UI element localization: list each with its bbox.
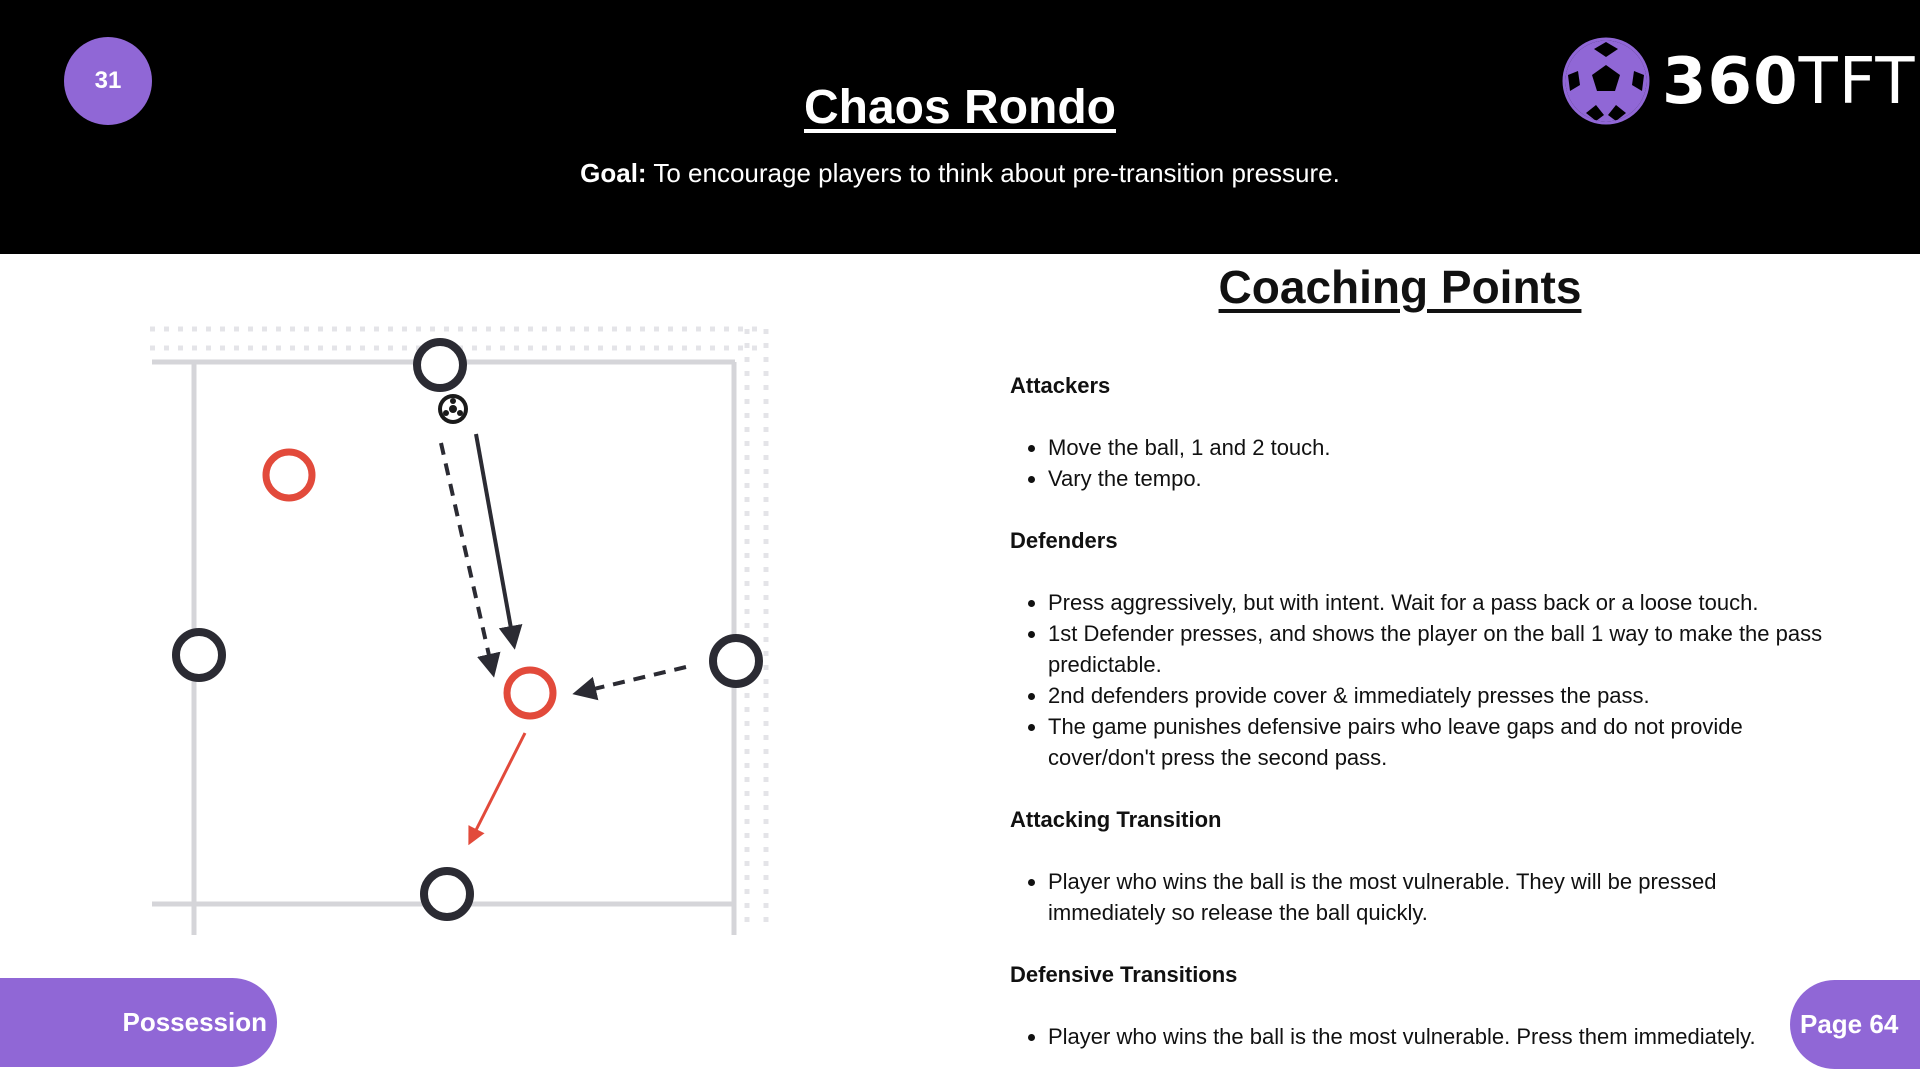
list-item: • The game punishes defensive pairs who leave gaps and do not provide cover/don't press the second pass. — [1048, 711, 1830, 773]
attacker-right — [713, 638, 759, 684]
page-number-label: Page 64 — [1800, 1009, 1899, 1039]
brand-logo — [1560, 35, 1916, 127]
category-label: Possession — [122, 1007, 267, 1037]
bullet-list-attacking-transition — [1010, 866, 1830, 928]
section-heading-attacking-transition: Attacking Transition — [1010, 807, 1222, 832]
brand-name — [1662, 45, 1915, 119]
attacker-bottom — [424, 871, 470, 917]
list-item: • Player who wins the ball is the most vulnerable. They will be pressed immediately so release the ball quickly. — [1048, 866, 1830, 928]
brand-name-bold: 360 — [1662, 45, 1799, 119]
section-heading-defenders: Defenders — [1010, 528, 1118, 553]
list-item: • Press aggressively, but with intent. Wait for a pass back or a loose touch. — [1048, 587, 1830, 618]
soccer-ball-icon — [1560, 35, 1652, 127]
bullet-list-defenders — [1010, 587, 1830, 773]
drill-title: Chaos Rondo — [804, 81, 1116, 134]
attacker-top — [417, 342, 463, 388]
page-number-tab — [1790, 980, 1920, 1069]
list-item: • Move the ball, 1 and 2 touch. — [1048, 432, 1830, 463]
drill-goal — [0, 158, 1920, 189]
bullet-list-defensive-transitions — [1010, 1021, 1830, 1052]
goal-label: Goal: — [580, 158, 647, 188]
red-pass-arrow — [470, 733, 525, 842]
attacker-left — [176, 632, 222, 678]
brand-name-light: TFT — [1798, 45, 1916, 119]
defender-center — [507, 670, 553, 716]
list-item: • 2nd defenders provide cover & immediately presses the pass. — [1048, 680, 1830, 711]
pass-arrow — [476, 434, 514, 645]
section-heading-defensive-transitions: Defensive Transitions — [1010, 962, 1238, 987]
rondo-diagram — [140, 315, 780, 945]
header-bar — [0, 0, 1920, 254]
drill-number-badge: 31 — [64, 37, 152, 125]
goal-text: To encourage players to think about pre-transition pressure. — [646, 158, 1340, 188]
dashed-press-arrow — [577, 667, 686, 693]
category-tab — [0, 978, 277, 1067]
section-heading-attackers: Attackers — [1010, 373, 1111, 398]
list-item: • Vary the tempo. — [1048, 463, 1830, 494]
bullet-list-attackers — [1010, 432, 1830, 494]
coaching-points-list — [1010, 370, 1830, 1083]
list-item: • Player who wins the ball is the most vulnerable. Press them immediately. — [1048, 1021, 1830, 1052]
list-item: • 1st Defender presses, and shows the player on the ball 1 way to make the pass predictable. — [1048, 618, 1830, 680]
coaching-points-title: Coaching Points — [1218, 261, 1582, 313]
ball-icon — [438, 394, 468, 424]
defender-top-left — [266, 452, 312, 498]
